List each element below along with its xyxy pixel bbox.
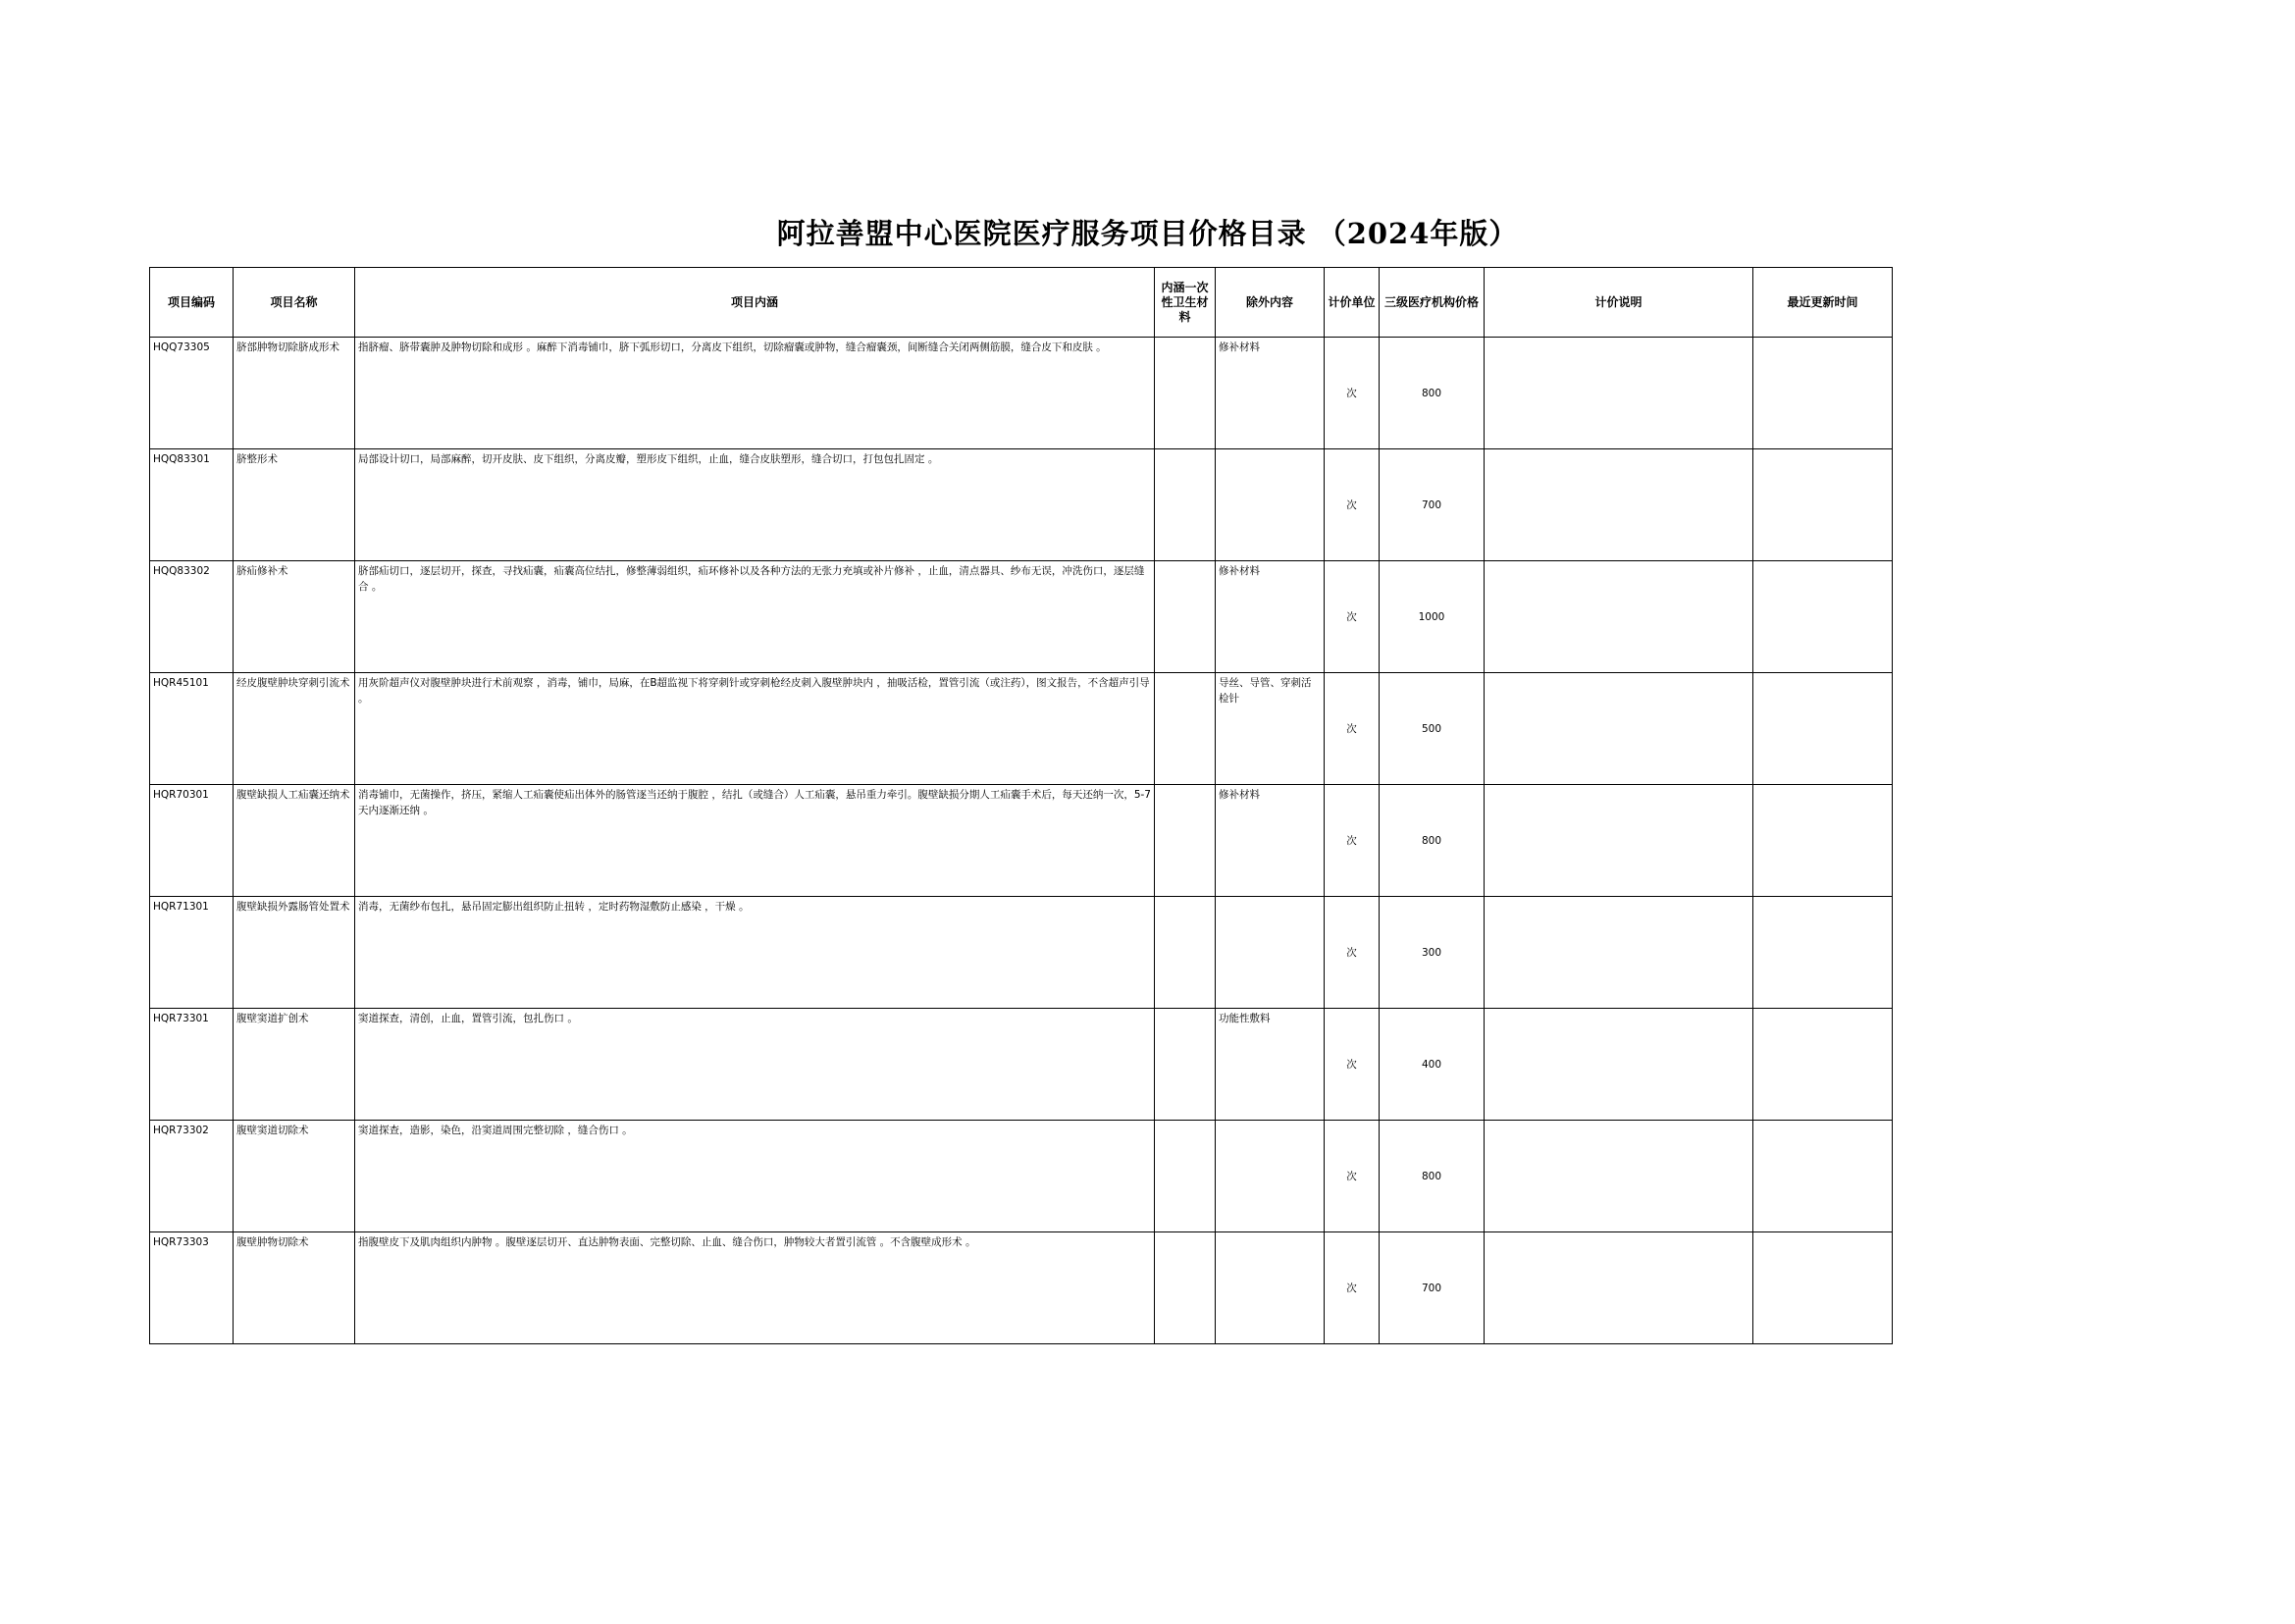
cell-consumable	[1155, 1009, 1216, 1121]
table-row	[150, 1009, 1893, 1121]
cell-name: 脐部肿物切除脐成形术	[234, 338, 355, 449]
cell-name: 腹壁缺损外露肠管处置术	[234, 897, 355, 1009]
cell-note	[1485, 1009, 1753, 1121]
header-code: 项目编码	[150, 268, 234, 338]
cell-updated	[1753, 338, 1893, 449]
cell-price: 800	[1380, 338, 1485, 449]
cell-name: 脐整形术	[234, 449, 355, 561]
cell-code: HQR71301	[150, 897, 234, 1009]
cell-exclusions: 导丝、导管、穿刺活检针	[1216, 673, 1325, 785]
cell-consumable	[1155, 673, 1216, 785]
cell-content: 指脐瘤、脐带囊肿及肿物切除和成形 。麻醉下消毒铺巾，脐下弧形切口，分离皮下组织，切除瘤囊或肿物，缝合瘤囊颈，间断缝合关闭两侧筋膜，缝合皮下和皮肤 。	[355, 338, 1155, 449]
cell-price: 800	[1380, 785, 1485, 897]
cell-exclusions	[1216, 449, 1325, 561]
cell-content: 消毒铺巾，无菌操作，挤压，紧缩人工疝囊使疝出体外的肠管逐当还纳于腹腔 ，结扎（或缝合）人工疝囊，悬吊重力牵引。腹壁缺损分期人工疝囊手术后，每天还纳一次，5-7天内逐渐还纳 。	[355, 785, 1155, 897]
cell-note	[1485, 785, 1753, 897]
cell-updated	[1753, 449, 1893, 561]
cell-unit: 次	[1325, 897, 1380, 1009]
header-unit: 计价单位	[1325, 268, 1380, 338]
cell-price: 300	[1380, 897, 1485, 1009]
cell-unit: 次	[1325, 1009, 1380, 1121]
table-row	[150, 338, 1893, 449]
cell-content: 窦道探查，造影，染色，沿窦道周围完整切除 ，缝合伤口 。	[355, 1121, 1155, 1232]
header-exclusions: 除外内容	[1216, 268, 1325, 338]
cell-exclusions: 功能性敷料	[1216, 1009, 1325, 1121]
cell-price: 500	[1380, 673, 1485, 785]
cell-exclusions	[1216, 1232, 1325, 1344]
table-header-row	[150, 268, 1893, 338]
cell-name: 腹壁窦道切除术	[234, 1121, 355, 1232]
cell-code: HQQ73305	[150, 338, 234, 449]
cell-consumable	[1155, 897, 1216, 1009]
cell-note	[1485, 338, 1753, 449]
cell-updated	[1753, 897, 1893, 1009]
header-price: 三级医疗机构价格	[1380, 268, 1485, 338]
cell-note	[1485, 449, 1753, 561]
table-row	[150, 449, 1893, 561]
header-consumable: 内涵一次性卫生材料	[1155, 268, 1216, 338]
cell-consumable	[1155, 1121, 1216, 1232]
cell-note	[1485, 897, 1753, 1009]
cell-price: 800	[1380, 1121, 1485, 1232]
header-content: 项目内涵	[355, 268, 1155, 338]
cell-content: 局部设计切口，局部麻醉，切开皮肤、皮下组织，分离皮瓣，塑形皮下组织，止血，缝合皮肤塑形，缝合切口，打包包扎固定 。	[355, 449, 1155, 561]
cell-unit: 次	[1325, 338, 1380, 449]
cell-note	[1485, 1121, 1753, 1232]
cell-price: 700	[1380, 449, 1485, 561]
table-row	[150, 785, 1893, 897]
cell-unit: 次	[1325, 1232, 1380, 1344]
cell-code: HQR73303	[150, 1232, 234, 1344]
cell-code: HQR45101	[150, 673, 234, 785]
cell-price: 700	[1380, 1232, 1485, 1344]
document-title: 阿拉善盟中心医院医疗服务项目价格目录 （2024年版）	[776, 217, 1519, 250]
cell-name: 腹壁肿物切除术	[234, 1232, 355, 1344]
cell-name: 经皮腹壁肿块穿刺引流术	[234, 673, 355, 785]
cell-updated	[1753, 1232, 1893, 1344]
cell-name: 脐疝修补术	[234, 561, 355, 673]
table-row	[150, 897, 1893, 1009]
cell-content: 窦道探查，清创，止血，置管引流，包扎伤口 。	[355, 1009, 1155, 1121]
cell-unit: 次	[1325, 561, 1380, 673]
cell-price: 400	[1380, 1009, 1485, 1121]
cell-note	[1485, 1232, 1753, 1344]
header-note: 计价说明	[1485, 268, 1753, 338]
cell-consumable	[1155, 561, 1216, 673]
cell-name: 腹壁窦道扩创术	[234, 1009, 355, 1121]
cell-code: HQR73302	[150, 1121, 234, 1232]
cell-consumable	[1155, 785, 1216, 897]
cell-code: HQQ83302	[150, 561, 234, 673]
cell-consumable	[1155, 1232, 1216, 1344]
cell-code: HQQ83301	[150, 449, 234, 561]
cell-exclusions: 修补材料	[1216, 561, 1325, 673]
cell-unit: 次	[1325, 785, 1380, 897]
cell-note	[1485, 561, 1753, 673]
table-row	[150, 561, 1893, 673]
cell-note	[1485, 673, 1753, 785]
cell-updated	[1753, 673, 1893, 785]
cell-consumable	[1155, 338, 1216, 449]
cell-updated	[1753, 561, 1893, 673]
cell-code: HQR73301	[150, 1009, 234, 1121]
header-name: 项目名称	[234, 268, 355, 338]
table-row	[150, 1232, 1893, 1344]
cell-updated	[1753, 1121, 1893, 1232]
cell-code: HQR70301	[150, 785, 234, 897]
cell-content: 消毒，无菌纱布包扎，悬吊固定膨出组织防止扭转 ，定时药物湿敷防止感染 ，干燥 。	[355, 897, 1155, 1009]
table-row	[150, 673, 1893, 785]
cell-exclusions	[1216, 897, 1325, 1009]
cell-content: 脐部疝切口，逐层切开，探查，寻找疝囊，疝囊高位结扎，修整薄弱组织，疝环修补以及各种方法的无张力充填或补片修补 ，止血，清点器具、纱布无误，冲洗伤口，逐层缝合 。	[355, 561, 1155, 673]
cell-exclusions: 修补材料	[1216, 785, 1325, 897]
cell-unit: 次	[1325, 1121, 1380, 1232]
price-catalog-table	[149, 267, 1893, 1344]
cell-name: 腹壁缺损人工疝囊还纳术	[234, 785, 355, 897]
cell-exclusions	[1216, 1121, 1325, 1232]
header-updated: 最近更新时间	[1753, 268, 1893, 338]
cell-price: 1000	[1380, 561, 1485, 673]
cell-exclusions: 修补材料	[1216, 338, 1325, 449]
cell-content: 用灰阶超声仪对腹壁肿块进行术前观察 ，消毒，铺巾，局麻，在B超监视下将穿刺针或穿刺枪经皮刺入腹壁肿块内 ，抽吸活检，置管引流（或注药），图文报告，不含超声引导 。	[355, 673, 1155, 785]
cell-unit: 次	[1325, 449, 1380, 561]
cell-content: 指腹壁皮下及肌肉组织内肿物 。腹壁逐层切开、直达肿物表面、完整切除、止血、缝合伤口，肿物较大者置引流管 。不含腹壁成形术 。	[355, 1232, 1155, 1344]
cell-updated	[1753, 785, 1893, 897]
cell-updated	[1753, 1009, 1893, 1121]
cell-unit: 次	[1325, 673, 1380, 785]
cell-consumable	[1155, 449, 1216, 561]
table-row	[150, 1121, 1893, 1232]
